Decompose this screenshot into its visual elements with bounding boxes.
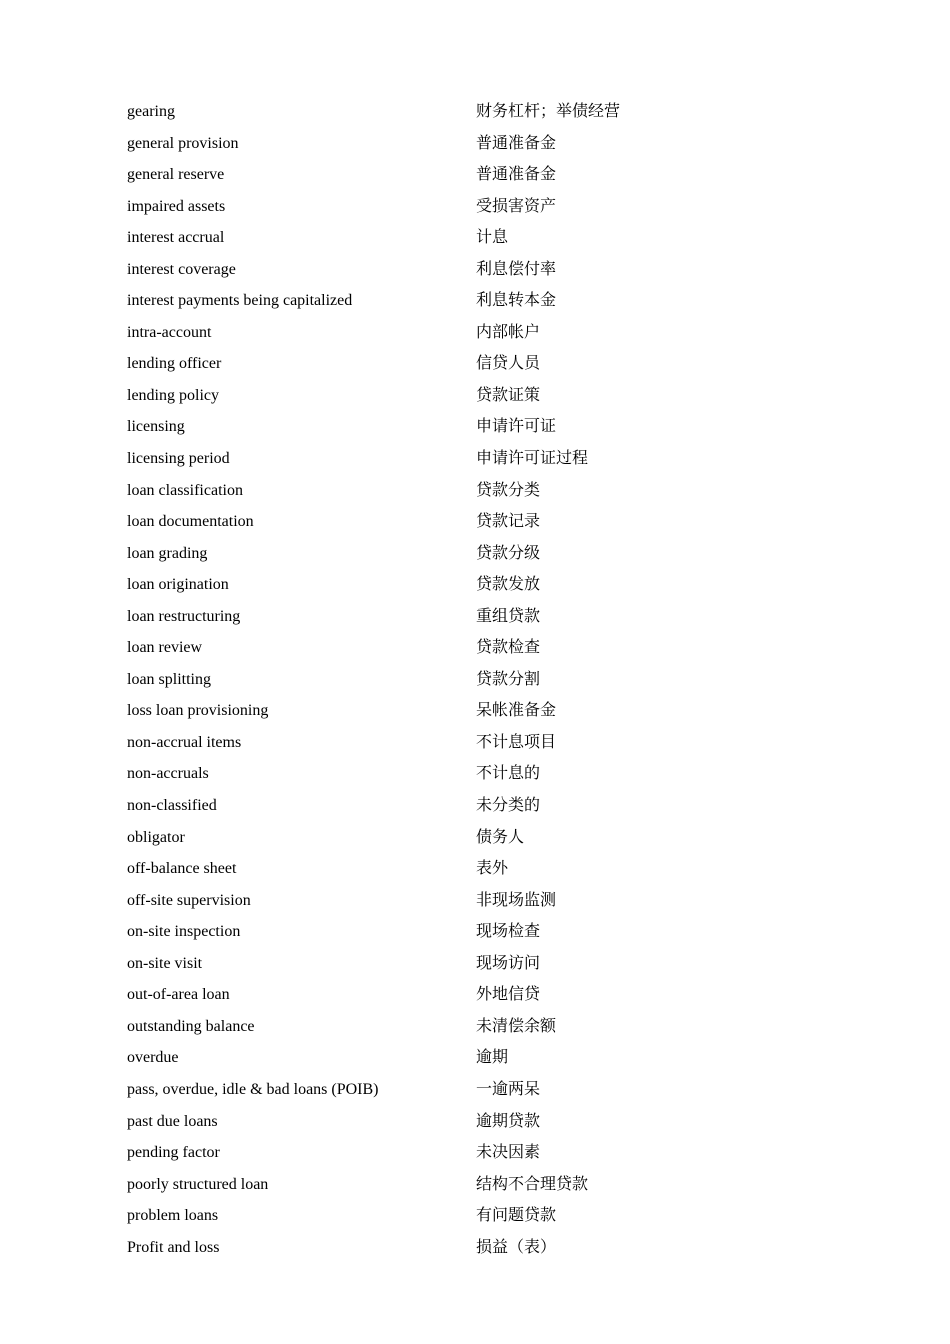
glossary-list	[127, 96, 847, 1263]
glossary-row	[127, 475, 847, 507]
glossary-row	[127, 790, 847, 822]
term: interest coverage	[127, 260, 236, 278]
term: out-of-area loan	[127, 986, 230, 1004]
term: loan grading	[127, 544, 208, 562]
translation: 贷款检查	[476, 639, 541, 657]
term: intra-account	[127, 323, 212, 341]
term: obligator	[127, 828, 185, 846]
glossary-row	[127, 380, 847, 412]
glossary-row	[127, 1200, 847, 1232]
term: lending policy	[127, 386, 219, 404]
glossary-row	[127, 979, 847, 1011]
glossary-row	[127, 1074, 847, 1106]
term: loan origination	[127, 576, 229, 594]
translation: 贷款发放	[476, 576, 541, 594]
translation: 外地信贷	[476, 986, 541, 1004]
term: loan documentation	[127, 513, 254, 531]
term: overdue	[127, 1049, 179, 1067]
translation: 现场检查	[476, 923, 541, 941]
glossary-row	[127, 601, 847, 633]
term: licensing	[127, 418, 185, 436]
term: on-site inspection	[127, 923, 241, 941]
translation: 重组贷款	[476, 607, 541, 625]
term: non-accrual items	[127, 733, 242, 751]
glossary-row	[127, 664, 847, 696]
term: Profit and loss	[127, 1238, 220, 1256]
translation: 不计息的	[476, 765, 541, 783]
term: loan review	[127, 639, 203, 657]
translation: 未清偿余额	[476, 1017, 557, 1035]
term: on-site visit	[127, 954, 203, 972]
glossary-row	[127, 1011, 847, 1043]
translation: 未决因素	[476, 1144, 541, 1162]
term: loan classification	[127, 481, 243, 499]
glossary-row	[127, 916, 847, 948]
term: non-accruals	[127, 765, 209, 783]
glossary-row	[127, 191, 847, 223]
glossary-row	[127, 443, 847, 475]
glossary-row	[127, 822, 847, 854]
glossary-row	[127, 1137, 847, 1169]
translation: 贷款记录	[476, 513, 541, 531]
translation: 申请许可证	[476, 418, 557, 436]
translation: 普通准备金	[476, 166, 557, 184]
translation: 利息转本金	[476, 292, 557, 310]
term: gearing	[127, 103, 175, 120]
glossary-row	[127, 159, 847, 191]
translation: 计息	[476, 229, 509, 247]
glossary-row	[127, 695, 847, 727]
translation: 受损害资产	[476, 197, 557, 215]
translation: 一逾两呆	[476, 1080, 541, 1098]
term: past due loans	[127, 1112, 218, 1130]
term: off-balance sheet	[127, 860, 237, 878]
translation: 有问题贷款	[476, 1207, 557, 1225]
glossary-row	[127, 285, 847, 317]
glossary-row	[127, 254, 847, 286]
glossary-row	[127, 348, 847, 380]
glossary-row	[127, 317, 847, 349]
term: loan restructuring	[127, 607, 241, 625]
translation: 债务人	[476, 828, 525, 846]
glossary-row	[127, 1106, 847, 1138]
translation: 呆帐准备金	[476, 702, 557, 720]
translation: 非现场监测	[476, 891, 557, 909]
translation: 财务杠杆；举债经营	[476, 103, 621, 120]
translation: 表外	[476, 860, 509, 878]
glossary-row	[127, 1169, 847, 1201]
glossary-row	[127, 96, 847, 128]
term: problem loans	[127, 1207, 219, 1225]
term: licensing period	[127, 450, 230, 468]
translation: 结构不合理贷款	[476, 1175, 589, 1193]
term: off-site supervision	[127, 891, 251, 909]
glossary-row	[127, 632, 847, 664]
term: impaired assets	[127, 197, 226, 215]
glossary-row	[127, 538, 847, 570]
translation: 逾期贷款	[476, 1112, 541, 1130]
glossary-row	[127, 506, 847, 538]
glossary-row	[127, 1042, 847, 1074]
translation: 内部帐户	[476, 323, 541, 341]
translation: 利息偿付率	[476, 260, 557, 278]
glossary-row	[127, 128, 847, 160]
translation: 贷款分类	[476, 481, 541, 499]
term: pass, overdue, idle & bad loans (POIB)	[127, 1080, 379, 1098]
term: outstanding balance	[127, 1017, 255, 1035]
translation: 贷款分割	[476, 670, 541, 688]
term: general reserve	[127, 166, 225, 184]
glossary-row	[127, 853, 847, 885]
term: poorly structured loan	[127, 1175, 269, 1193]
translation: 普通准备金	[476, 134, 557, 152]
glossary-row	[127, 569, 847, 601]
translation: 贷款证策	[476, 386, 541, 404]
term: loss loan provisioning	[127, 702, 269, 720]
glossary-row	[127, 727, 847, 759]
translation: 逾期	[476, 1049, 509, 1067]
glossary-row	[127, 222, 847, 254]
term: interest payments being capitalized	[127, 292, 353, 310]
glossary-row	[127, 885, 847, 917]
translation: 申请许可证过程	[476, 450, 589, 468]
glossary-row	[127, 948, 847, 980]
term: loan splitting	[127, 670, 211, 688]
translation: 现场访问	[476, 954, 541, 972]
term: non-classified	[127, 797, 217, 815]
glossary-row	[127, 411, 847, 443]
glossary-row	[127, 1232, 847, 1264]
term: pending factor	[127, 1144, 220, 1162]
translation: 损益（表）	[476, 1238, 557, 1256]
glossary-row	[127, 758, 847, 790]
translation: 不计息项目	[476, 733, 557, 751]
translation: 贷款分级	[476, 544, 541, 562]
translation: 信贷人员	[476, 355, 541, 373]
translation: 未分类的	[476, 797, 541, 815]
term: lending officer	[127, 355, 222, 373]
term: general provision	[127, 134, 239, 152]
term: interest accrual	[127, 229, 225, 247]
